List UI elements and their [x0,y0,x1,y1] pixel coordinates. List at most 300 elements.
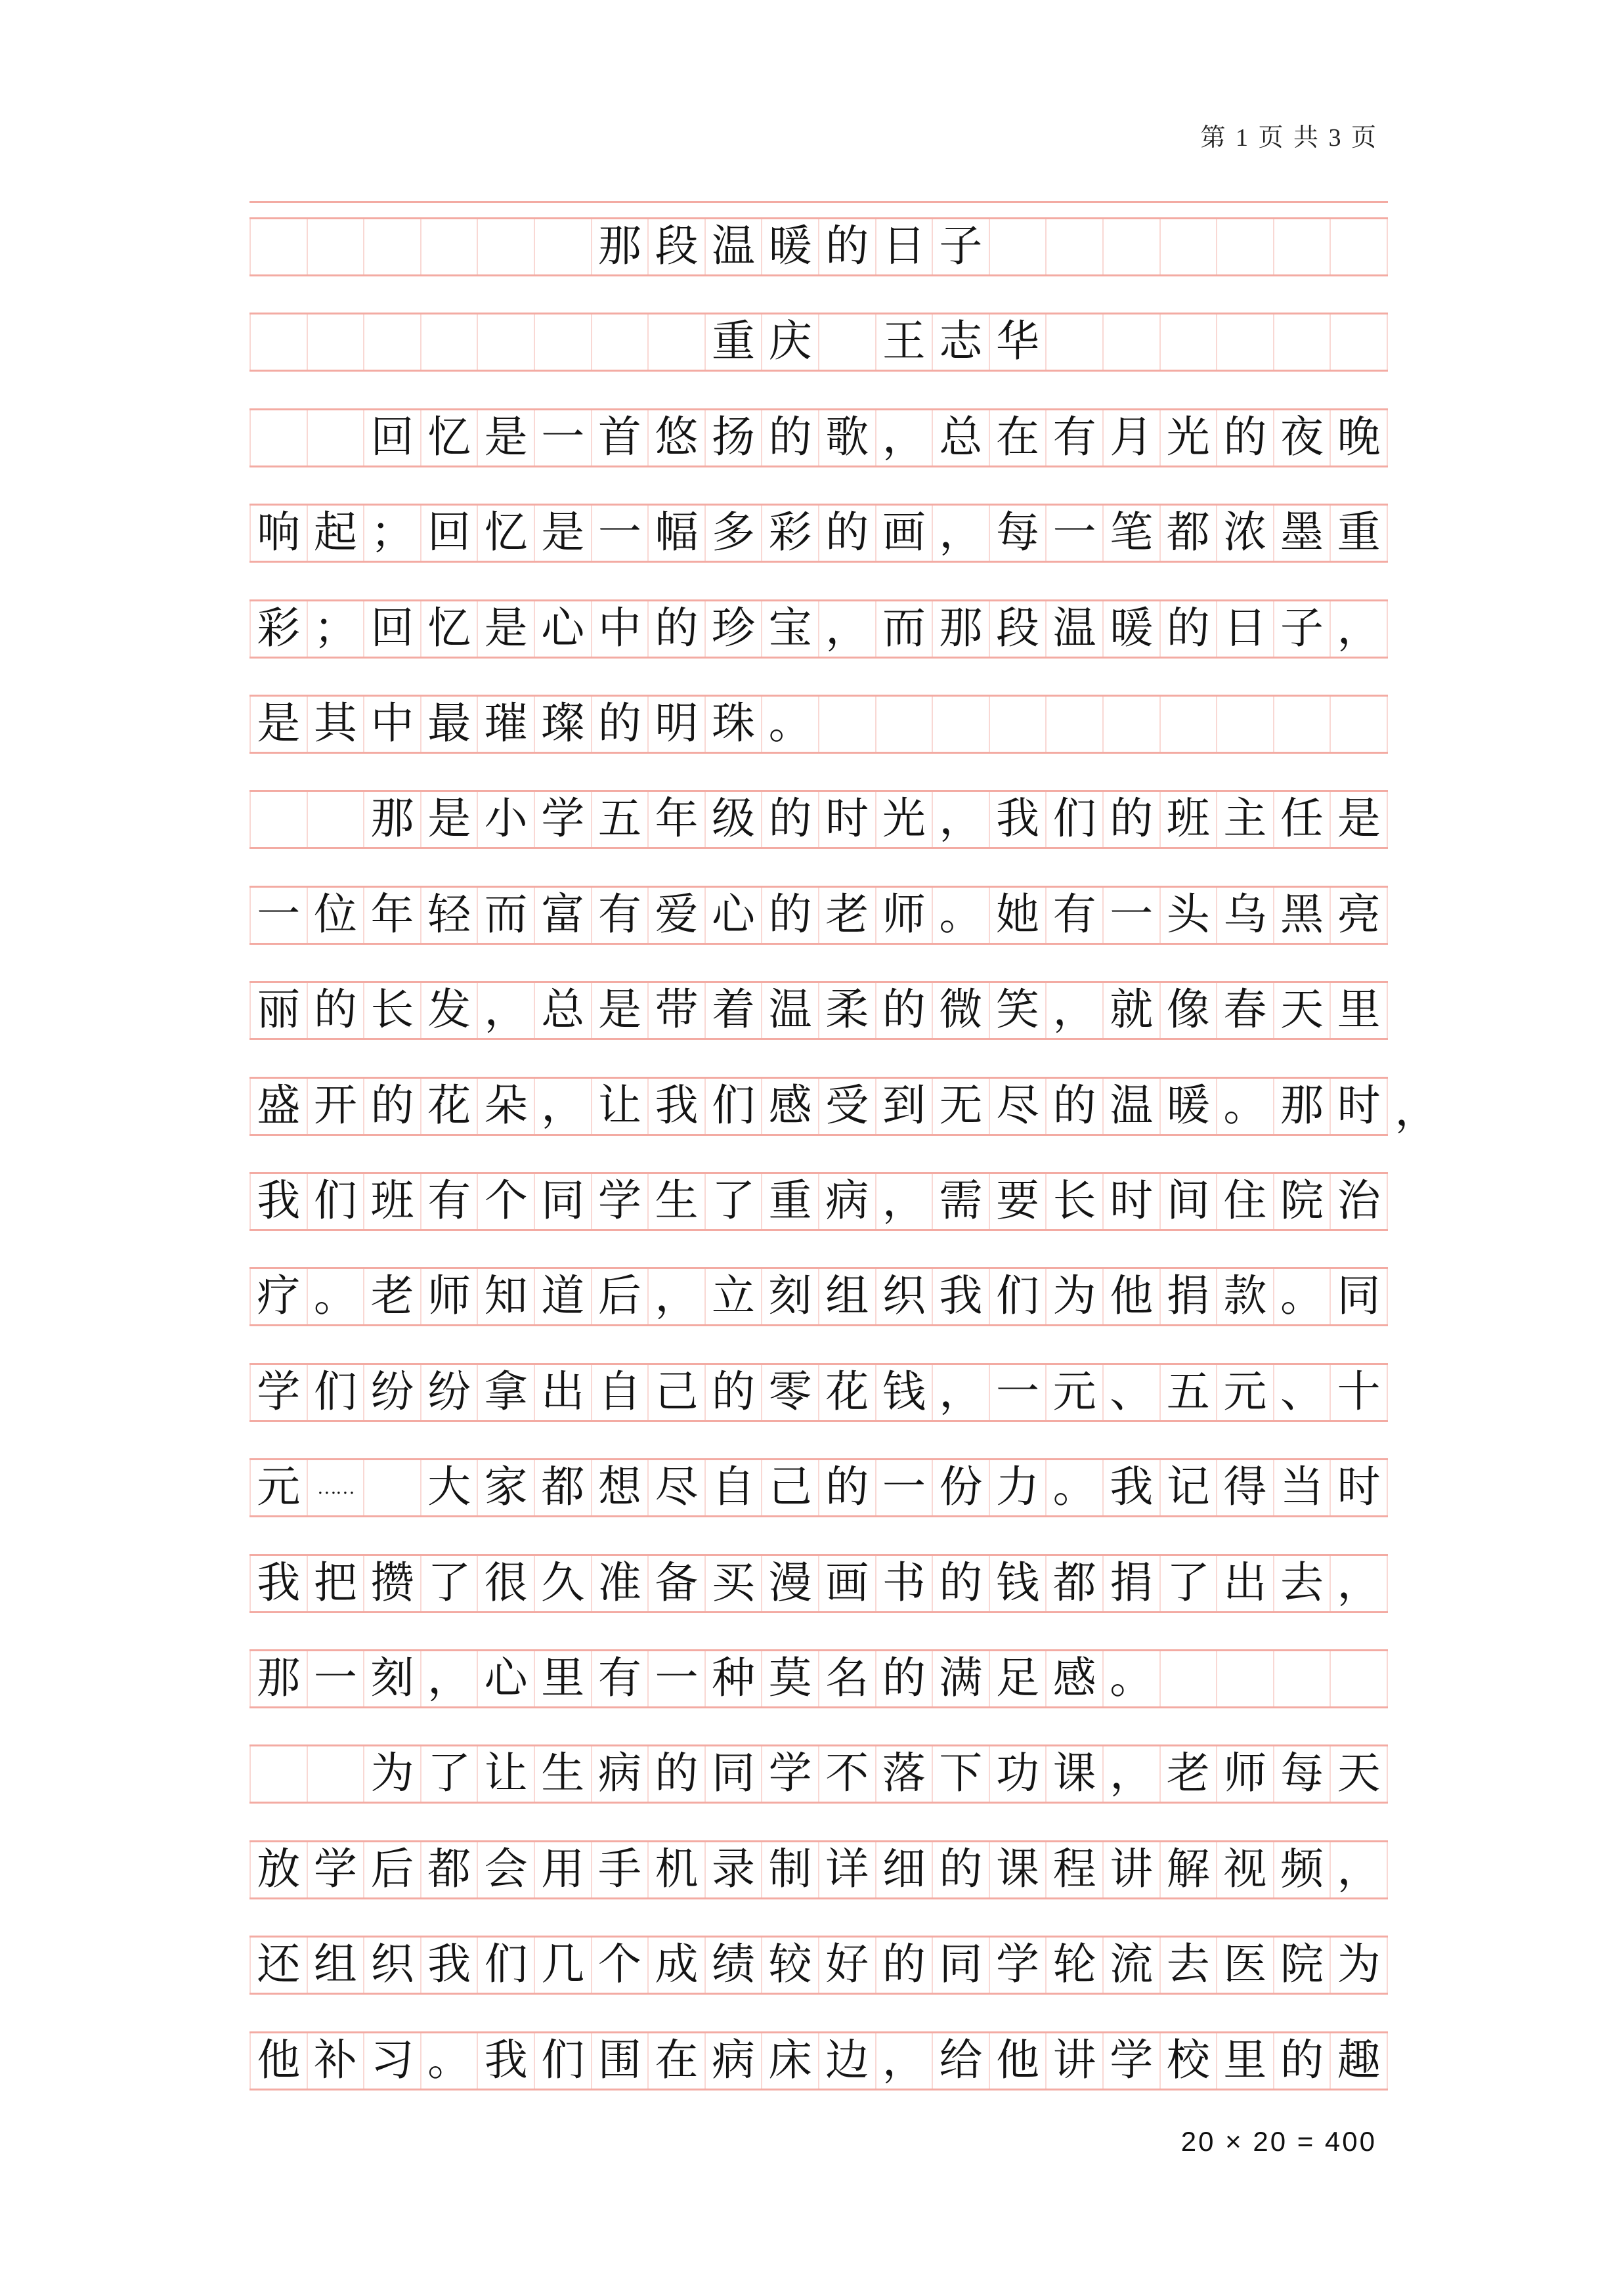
grid-cell-character: ， [1104,1746,1161,1802]
page-number-indicator: 第 1 页 共 3 页 [1200,124,1378,152]
grid-cell-character: 病 [706,2033,763,2089]
grid-row [249,1936,1388,1995]
grid-cell-character: 感 [762,1079,819,1134]
grid-cell-character: 织 [876,1269,934,1324]
grid-cell-character: 买 [706,1556,763,1611]
grid-cell-character: 爱 [649,888,706,943]
grid-row [249,1744,1388,1804]
grid-cell-character: 像 [1161,983,1218,1038]
grid-cell-character: 的 [876,1938,934,1993]
grid-cell-character: 温 [706,219,763,274]
grid-cell-character: 捐 [1161,1269,1218,1324]
grid-cell-character: 歌 [819,410,876,466]
grid-cell-character: 录 [706,1842,763,1897]
grid-cell-empty [249,410,308,466]
grid-cell-character: 己 [649,1365,706,1420]
grid-cell-character: 总 [535,983,592,1038]
grid-cell-character: 总 [933,410,990,466]
grid-cell-character: 很 [478,1556,535,1611]
grid-cell-character: 每 [990,506,1047,561]
grid-cell-character: 学 [535,792,592,847]
grid-cell-character: 床 [762,2033,819,2089]
grid-cell-character: 发 [421,983,479,1038]
grid-cell-character: 里 [1217,2033,1274,2089]
grid-cell-character: 不 [819,1746,876,1802]
grid-cell-character: 的 [1217,410,1274,466]
grid-top-border-line [249,201,1388,203]
grid-cell-character: 生 [535,1746,592,1802]
grid-cell-character: 当 [1274,1460,1331,1515]
grid-cell-character: 知 [478,1269,535,1324]
grid-cell-empty [933,697,990,752]
grid-row [249,695,1388,754]
grid-cell-character: 捐 [1104,1556,1161,1611]
grid-cell-empty [308,314,365,370]
grid-cell-character: 班 [1161,792,1218,847]
grid-cell-character: 医 [1217,1938,1274,1993]
grid-cell-character: 道 [535,1269,592,1324]
grid-cell-character: ， [478,983,535,1038]
grid-cell-character: 学 [592,1174,649,1229]
grid-row [249,1554,1388,1613]
grid-row [249,1267,1388,1326]
grid-cell-empty [478,314,535,370]
grid-cell-character: 中 [592,601,649,657]
grid-cell-character: 我 [649,1079,706,1134]
grid-cell-character: 那 [933,601,990,657]
grid-cell-character: 我 [249,1174,308,1229]
grid-cell-character: 们 [535,2033,592,2089]
grid-cell-character: ， [933,1365,990,1420]
grid-row [249,504,1388,563]
grid-cell-character: 志 [933,314,990,370]
grid-cell-empty [249,314,308,370]
grid-cell-character: 忆 [421,410,479,466]
grid-cell-character: 暖 [762,219,819,274]
grid-cell-character: 围 [592,2033,649,2089]
grid-row [249,1458,1388,1517]
grid-cell-character: 、 [1274,1365,1331,1420]
grid-cell-character: 朵 [478,1079,535,1134]
grid-cell-character: 绩 [706,1938,763,1993]
overflow-punctuation: ， [1394,1087,1438,1135]
grid-cell-character: 用 [535,1842,592,1897]
grid-cell-character: 治 [1331,1174,1388,1229]
grid-cell-empty [1104,219,1161,274]
grid-cell-character: 有 [592,888,649,943]
grid-cell-character: 大 [421,1460,479,1515]
grid-cell-character: 起 [308,506,365,561]
grid-cell-character: 到 [876,1079,934,1134]
grid-cell-character: 那 [1274,1079,1331,1134]
grid-cell-character: 元 [1217,1365,1274,1420]
grid-cell-character: 放 [249,1842,308,1897]
grid-cell-character: 多 [706,506,763,561]
grid-cell-character: 段 [990,601,1047,657]
grid-cell-empty [1274,314,1331,370]
grid-cell-character: ， [1331,1556,1388,1611]
grid-cell-character: 段 [649,219,706,274]
grid-cell-character: 足 [990,1651,1047,1706]
grid-cell-character: 为 [1047,1269,1104,1324]
grid-cell-character: 的 [1274,2033,1331,2089]
grid-cell-character: 重 [762,1174,819,1229]
grid-cell-character: 就 [1104,983,1161,1038]
grid-cell-character: 他 [249,2033,308,2089]
grid-cell-character: 微 [933,983,990,1038]
grid-cell-character: 都 [1161,506,1218,561]
grid-cell-character: 无 [933,1079,990,1134]
grid-row [249,313,1388,372]
grid-cell-character: 庆 [762,314,819,370]
grid-cell-character: 有 [421,1174,479,1229]
grid-cell-character: 温 [762,983,819,1038]
grid-cell-character: 宝 [762,601,819,657]
grid-cell-character: 了 [421,1556,479,1611]
grid-cell-character: 元 [249,1460,308,1515]
grid-cell-character: 把 [308,1556,365,1611]
grid-cell-character: 去 [1161,1938,1218,1993]
grid-cell-character: 任 [1274,792,1331,847]
grid-cell-character: 校 [1161,2033,1218,2089]
grid-cell-character: 一 [1047,506,1104,561]
grid-cell-character: 学 [762,1746,819,1802]
grid-cell-character: 份 [933,1460,990,1515]
grid-cell-character: 是 [592,983,649,1038]
grid-cell-character: ， [876,410,934,466]
grid-cell-character: 老 [1161,1746,1218,1802]
grid-cell-character: 最 [421,697,479,752]
grid-cell-character: 得 [1217,1460,1274,1515]
grid-cell-character: ， [933,792,990,847]
grid-cell-empty [1161,314,1218,370]
grid-cell-character: 的 [592,697,649,752]
grid-cell-character: 漫 [762,1556,819,1611]
grid-cell-empty [1331,697,1388,752]
grid-cell-character: 尽 [649,1460,706,1515]
grid-cell-character: 位 [308,888,365,943]
grid-cell-character: 的 [933,1556,990,1611]
grid-cell-character: 种 [706,1651,763,1706]
grid-cell-empty [249,1746,308,1802]
grid-cell-character: 间 [1161,1174,1218,1229]
grid-cell-character: …… [308,1460,365,1515]
grid-cell-character: 花 [421,1079,479,1134]
grid-cell-character: 让 [478,1746,535,1802]
grid-cell-character: 纷 [364,1365,421,1420]
grid-cell-character: 浓 [1217,506,1274,561]
grid-cell-character: 住 [1217,1174,1274,1229]
grid-cell-character: 趣 [1331,2033,1388,2089]
grid-cell-character: 的 [819,219,876,274]
grid-cell-character: ， [933,506,990,561]
grid-cell-character: 书 [876,1556,934,1611]
grid-cell-character: 盛 [249,1079,308,1134]
grid-cell-character: ， [876,2033,934,2089]
grid-cell-character: 我 [421,1938,479,1993]
grid-cell-character: 。 [421,2033,479,2089]
grid-cell-character: 需 [933,1174,990,1229]
grid-cell-character: 老 [819,888,876,943]
grid-cell-character: 视 [1217,1842,1274,1897]
grid-cell-character: 细 [876,1842,934,1897]
grid-cell-character: 备 [649,1556,706,1611]
grid-cell-empty [1217,314,1274,370]
grid-cell-character: 里 [1331,983,1388,1038]
grid-cell-character: 彩 [249,601,308,657]
grid-cell-character: 长 [364,983,421,1038]
grid-cell-character: 零 [762,1365,819,1420]
grid-cell-character: 一 [649,1651,706,1706]
grid-row [249,2031,1388,2090]
grid-cell-character: 、 [1104,1365,1161,1420]
grid-cell-character: 心 [535,601,592,657]
grid-cell-character: 的 [876,1651,934,1706]
grid-cell-character: 丽 [249,983,308,1038]
grid-cell-character: 年 [649,792,706,847]
grid-cell-character: 自 [592,1365,649,1420]
grid-cell-character: 的 [762,410,819,466]
grid-cell-character: 制 [762,1842,819,1897]
grid-cell-character: 是 [421,792,479,847]
grid-cell-character: 们 [308,1174,365,1229]
grid-cell-empty [364,219,421,274]
grid-cell-character: 同 [1331,1269,1388,1324]
grid-cell-character: 让 [592,1079,649,1134]
grid-cell-character: 同 [933,1938,990,1993]
grid-cell-character: 拿 [478,1365,535,1420]
grid-cell-empty [308,1746,365,1802]
grid-cell-empty [1331,314,1388,370]
grid-cell-empty [1331,219,1388,274]
grid-cell-empty [308,410,365,466]
grid-cell-character: 学 [308,1842,365,1897]
grid-cell-character: 为 [364,1746,421,1802]
grid-cell-character: 画 [876,506,934,561]
grid-cell-empty [1274,697,1331,752]
grid-cell-character: 亮 [1331,888,1388,943]
grid-cell-character: 的 [933,1842,990,1897]
grid-cell-empty [1274,1651,1331,1706]
grid-cell-character: 时 [1331,1460,1388,1515]
grid-cell-character: 织 [364,1938,421,1993]
grid-cell-character: 笑 [990,983,1047,1038]
grid-cell-empty [592,314,649,370]
grid-cell-character: 一 [249,888,308,943]
grid-cell-character: 华 [990,314,1047,370]
grid-cell-character: 师 [1217,1746,1274,1802]
grid-cell-character: 其 [308,697,365,752]
grid-cell-character: 她 [990,888,1047,943]
grid-cell-character: 温 [1047,601,1104,657]
grid-cell-character: 的 [706,1365,763,1420]
grid-cell-empty [421,219,479,274]
grid-cell-empty [1047,219,1104,274]
grid-cell-character: 家 [478,1460,535,1515]
grid-cell-character: 的 [762,888,819,943]
grid-cell-character: 夜 [1274,410,1331,466]
grid-cell-character: 较 [762,1938,819,1993]
grid-cell-character: 学 [1104,2033,1161,2089]
grid-cell-empty [308,792,365,847]
grid-cell-character: 重 [1331,506,1388,561]
grid-cell-character: 头 [1161,888,1218,943]
grid-cell-character: 是 [249,697,308,752]
grid-cell-character: 心 [478,1651,535,1706]
grid-cell-character: 满 [933,1651,990,1706]
grid-cell-empty [249,792,308,847]
grid-row [249,1363,1388,1422]
grid-cell-character: 柔 [819,983,876,1038]
grid-cell-character: 会 [478,1842,535,1897]
grid-cell-character: 下 [933,1746,990,1802]
grid-cell-character: ， [876,1174,934,1229]
grid-cell-character: 长 [1047,1174,1104,1229]
grid-cell-character: 他 [1104,1269,1161,1324]
grid-cell-character: 的 [1161,601,1218,657]
grid-row [249,1840,1388,1899]
grid-cell-character: 刻 [364,1651,421,1706]
grid-cell-character: ， [1047,983,1104,1038]
grid-cell-character: 几 [535,1938,592,1993]
grid-cell-empty [1331,1651,1388,1706]
grid-cell-character: 忆 [421,601,479,657]
grid-cell-empty [876,697,934,752]
grid-cell-character: 的 [876,983,934,1038]
grid-cell-character: 的 [819,1460,876,1515]
grid-cell-character: ， [421,1651,479,1706]
grid-cell-character: 自 [706,1460,763,1515]
grid-cell-character: 的 [1104,792,1161,847]
grid-cell-character: 感 [1047,1651,1104,1706]
grid-cell-empty [249,219,308,274]
grid-cell-character: 一 [876,1460,934,1515]
grid-cell-character: 我 [990,792,1047,847]
grid-cell-character: 老 [364,1269,421,1324]
grid-cell-character: 院 [1274,1938,1331,1993]
grid-cell-character: 机 [649,1842,706,1897]
grid-cell-character: 的 [1047,1079,1104,1134]
grid-cell-character: 学 [249,1365,308,1420]
grid-cell-character: 钱 [876,1365,934,1420]
grid-cell-character: 春 [1217,983,1274,1038]
grid-cell-character: 扬 [706,410,763,466]
grid-cell-character: 他 [990,2033,1047,2089]
grid-cell-empty [421,314,479,370]
grid-cell-character: ， [819,601,876,657]
grid-cell-character: 。 [308,1269,365,1324]
grid-row [249,1172,1388,1231]
grid-row [249,599,1388,659]
grid-cell-empty [1161,1651,1218,1706]
grid-cell-character: 组 [308,1938,365,1993]
grid-cell-character: 每 [1274,1746,1331,1802]
grid-cell-character: 里 [535,1651,592,1706]
grid-cell-character: 要 [990,1174,1047,1229]
grid-cell-character: 温 [1104,1079,1161,1134]
grid-cell-character: 课 [1047,1746,1104,1802]
grid-cell-character: 讲 [1047,2033,1104,2089]
grid-cell-character: 的 [649,1746,706,1802]
grid-cell-character: 元 [1047,1365,1104,1420]
grid-cell-character: 程 [1047,1842,1104,1897]
grid-cell-character: 一 [308,1651,365,1706]
grid-cell-character: 。 [1217,1079,1274,1134]
grid-cell-character: 而 [478,888,535,943]
grid-cell-character: ， [649,1269,706,1324]
grid-cell-character: 是 [535,506,592,561]
grid-cell-character: 轮 [1047,1938,1104,1993]
grid-cell-character: 我 [1104,1460,1161,1515]
grid-row [249,1649,1388,1708]
grid-cell-character: 一 [990,1365,1047,1420]
grid-cell-character: 有 [1047,888,1104,943]
grid-cell-character: 天 [1274,983,1331,1038]
grid-cell-character: 己 [762,1460,819,1515]
grid-cell-character: 边 [819,2033,876,2089]
grid-cell-character: 回 [364,601,421,657]
grid-cell-character: 时 [1331,1079,1388,1134]
grid-cell-character: 有 [592,1651,649,1706]
grid-cell-character: 子 [1274,601,1331,657]
grid-cell-character: 好 [819,1938,876,1993]
grid-cell-character: 了 [1161,1556,1218,1611]
grid-cell-character: 主 [1217,792,1274,847]
grid-cell-character: 受 [819,1079,876,1134]
grid-cell-character: 准 [592,1556,649,1611]
grid-cell-character: 日 [1217,601,1274,657]
grid-cell-character: 成 [649,1938,706,1993]
grid-cell-empty [1161,697,1218,752]
grid-cell-character: ， [535,1079,592,1134]
grid-cell-character: 月 [1104,410,1161,466]
grid-cell-character: 悠 [649,410,706,466]
grid-row [249,886,1388,945]
grid-cell-character: 了 [706,1174,763,1229]
grid-cell-character: 尽 [990,1079,1047,1134]
grid-cell-character: 名 [819,1651,876,1706]
grid-cell-empty [364,1460,421,1515]
grid-cell-character: 去 [1274,1556,1331,1611]
grid-cell-character: 频 [1274,1842,1331,1897]
grid-cell-character: 出 [1217,1556,1274,1611]
grid-cell-character: 暖 [1104,601,1161,657]
grid-cell-character: 轻 [421,888,479,943]
grid-cell-character: 刻 [762,1269,819,1324]
grid-cell-character: 们 [990,1269,1047,1324]
grid-cell-character: 攒 [364,1556,421,1611]
grid-cell-character: ； [364,506,421,561]
grid-cell-empty [1161,219,1218,274]
grid-cell-empty [1217,697,1274,752]
grid-cell-empty [1217,1651,1274,1706]
grid-cell-character: 开 [308,1079,365,1134]
grid-cell-character: 子 [933,219,990,274]
grid-cell-character: 同 [535,1174,592,1229]
grid-cell-empty [364,314,421,370]
grid-cell-character: 暖 [1161,1079,1218,1134]
grid-cell-character: 忆 [478,506,535,561]
grid-size-label: 20 × 20 = 400 [1180,2126,1377,2157]
grid-cell-character: 回 [364,410,421,466]
grid-cell-empty [1104,697,1161,752]
grid-cell-character: 小 [478,792,535,847]
grid-cell-character: 回 [421,506,479,561]
grid-cell-character: 疗 [249,1269,308,1324]
grid-cell-character: 们 [1047,792,1104,847]
grid-cell-character: 笔 [1104,506,1161,561]
grid-cell-character: 十 [1331,1365,1388,1420]
